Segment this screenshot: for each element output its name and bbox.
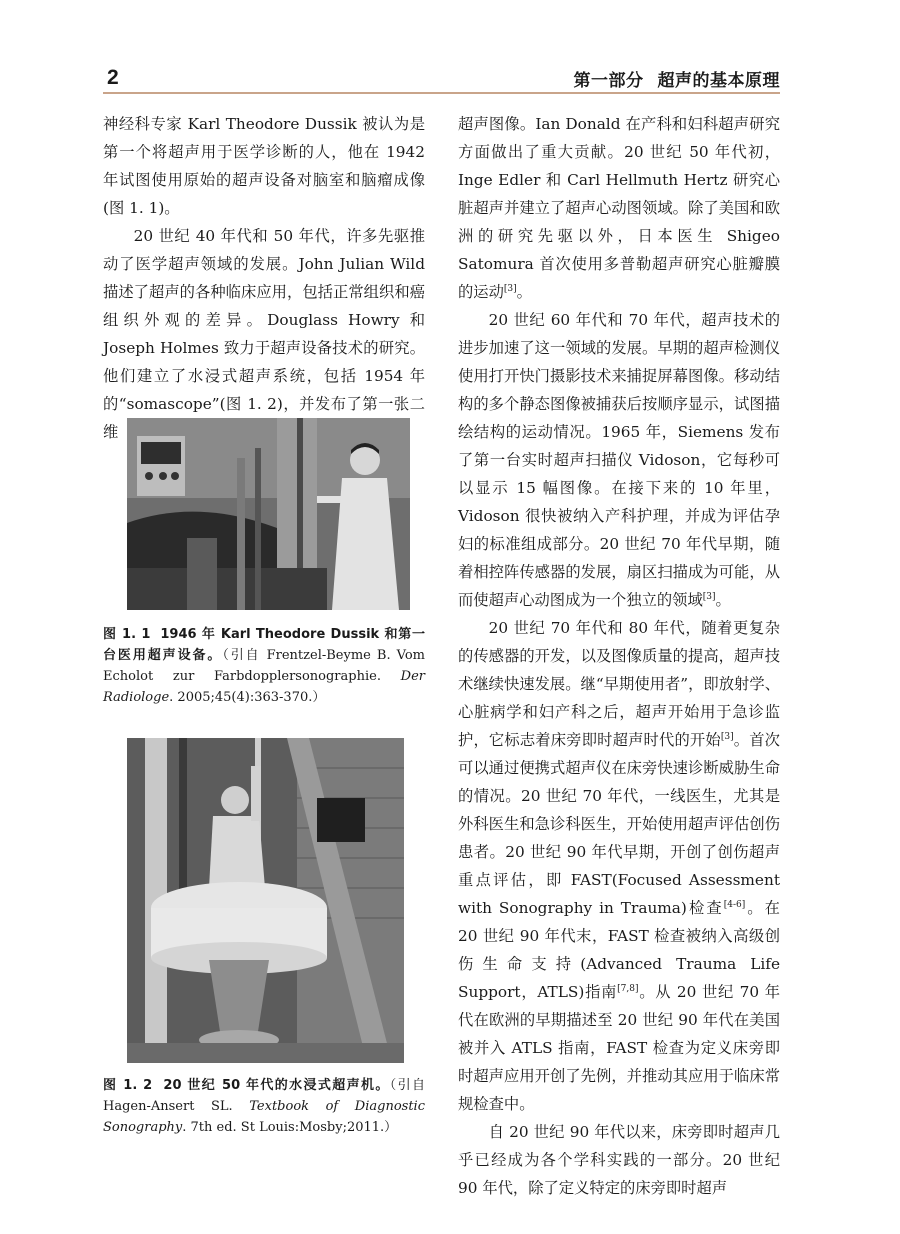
citation: [3] (503, 283, 517, 294)
figure-2-image (127, 738, 404, 1063)
paragraph-1990s: 自 20 世纪 90 年代以来，床旁即时超声几乎已经成为各个学科实践的一部分。20 世纪 90 年代，除了定义特定的床旁即时超声 (458, 1123, 780, 1197)
citation: [3] (702, 591, 716, 602)
figure-1-source: （引自 Frentzel-Beyme B. Vom Echolot zur Farbdopplersonographie. Der Radiologe. 2005;45(4):363-370.） (103, 648, 425, 705)
figure-2-title: 20 世纪 50 年代的水浸式超声机。 (163, 1078, 390, 1093)
part-label: 第一部分 (573, 71, 644, 91)
figure-2-label: 图 1. 2 (103, 1078, 153, 1093)
left-column (103, 110, 425, 446)
citation: [3] (720, 731, 734, 742)
figure-2 (103, 738, 425, 1138)
figure-2-source: （引自 Hagen-Ansert SL. Textbook of Diagnostic Sonography. 7th ed. St Louis:Mosby;2011.） (103, 1078, 425, 1135)
header-rule (103, 92, 780, 94)
figure-2-photo (127, 738, 404, 1063)
paragraph-1960s: 20 世纪 60 年代和 70 年代，超声技术的进步加速了这一领域的发展。早期的超声检测仪使用打开快门摄影技术来捕捉屏幕图像。移动结构的多个静态图像被捕获后按顺序显示，试图描绘结构的运动情况。1965 年，Siemens 发布了第一台实时超声扫描仪 Vidoson，它每秒可以显示 15 幅图像。在接下来的 10 年里，Vidoson 很快被纳入产科护理，并成为评估孕妇的标准组成部分。20 世纪 70 年代早期，随着相控阵传感器的发展，扇区扫描成为可能，从而使超声心动图成为一个独立的领域[3]。 (458, 311, 780, 609)
figure-2-caption (103, 1075, 425, 1138)
page-number: 2 (107, 66, 119, 89)
right-column (458, 110, 780, 1202)
chapter-title: 超声的基本原理 (657, 71, 780, 91)
figure-1-image (127, 418, 410, 610)
figure-1-photo (127, 418, 410, 610)
page-header (0, 0, 900, 100)
paragraph-intro: 神经科专家 Karl Theodore Dussik 被认为是第一个将超声用于医学诊断的人，他在 1942 年试图使用原始的超声设备对脑室和脑瘤成像(图 1. 1)。 (103, 115, 425, 217)
figure-1-title: 1946 年 Karl Theodore Dussik 和第一台医用超声设备。 (103, 627, 425, 663)
paragraph-1970s: 20 世纪 70 年代和 80 年代，随着更复杂的传感器的开发，以及图像质量的提高，超声技术继续快速发展。继“早期使用者”，即放射学、心脏病学和妇产科之后，超声开始用于急诊监护，它标志着床旁即时超声时代的开始[3]。首次可以通过便携式超声仪在床旁快速诊断威胁生命的情况。20 世纪 70 年代，一线医生，尤其是外科医生和急诊科医生，开始使用超声评估创伤患者。20 世纪 90 年代早期，开创了创伤超声重点评估，即 FAST(Focused Assessment with Sonography in Trauma)检查[4-6]。在 20 世纪 90 年代末，FAST 检查被纳入高级创伤生命支持(Advanced Trauma Life Support，ATLS)指南[7,8]。从 20 世纪 70 年代在欧洲的早期描述至 20 世纪 90 年代在美国被并入 ATLS 指南，FAST 检查为定义床旁即时超声应用开创了先例，并推动其应用于临床常规检查中。 (458, 619, 780, 1113)
running-head (574, 66, 781, 91)
citation: [4-6] (723, 899, 746, 910)
figure-1-caption (103, 624, 425, 708)
paragraph-pioneers: 20 世纪 40 年代和 50 年代，许多先驱推动了医学超声领域的发展。John Julian Wild 描述了超声的各种临床应用，包括正常组织和癌组织外观的差异。Douglass Howry 和 Joseph Holmes 致力于超声设备技术的研究。他们建立了水浸式超声系统，包括 1954 年的“somascope”(图 1. 2)，并发布了第一张二维 (103, 227, 425, 441)
citation: [7,8] (617, 983, 639, 994)
figure-1 (103, 418, 425, 708)
figure-1-label: 图 1. 1 (103, 627, 151, 642)
paragraph-continuation: 超声图像。Ian Donald 在产科和妇科超声研究方面做出了重大贡献。20 世纪 50 年代初，Inge Edler 和 Carl Hellmuth Hertz 研究心脏超声并建立了超声心动图领域。除了美国和欧洲的研究先驱以外，日本医生 Shigeo Satomura 首次使用多普勒超声研究心脏瓣膜的运动[3]。 (458, 115, 780, 301)
